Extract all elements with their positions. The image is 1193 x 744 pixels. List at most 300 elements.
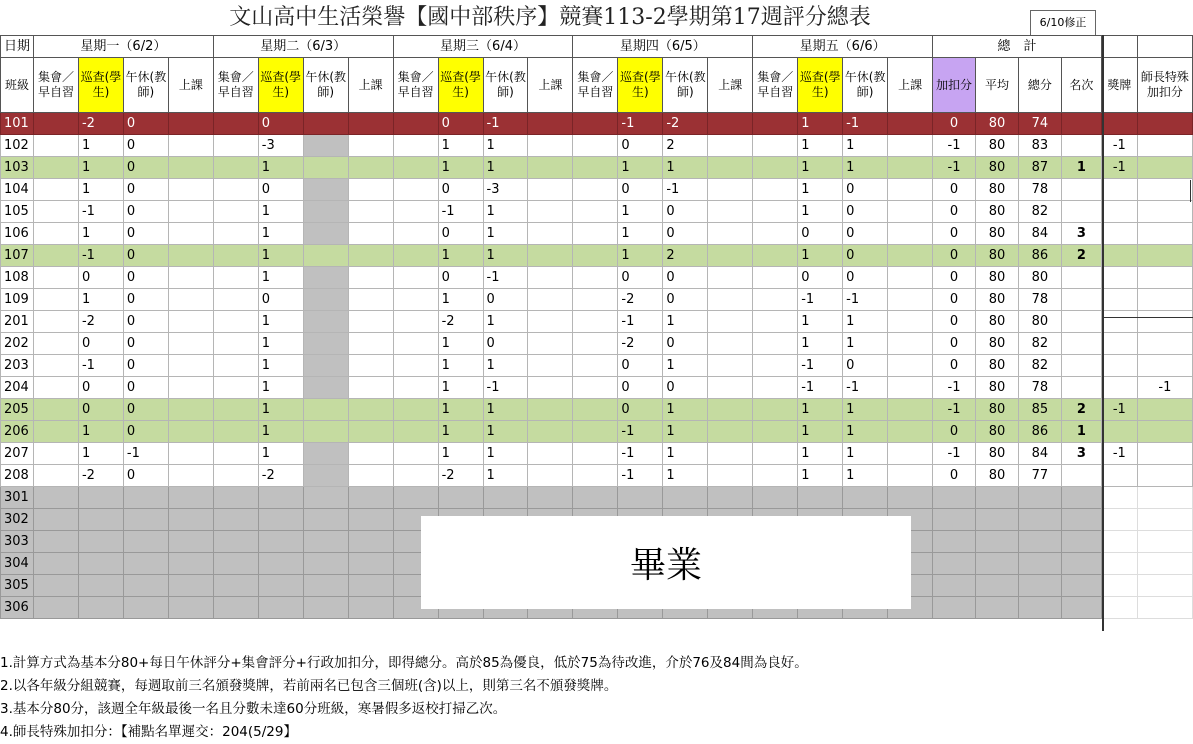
score-cell[interactable] — [168, 179, 213, 201]
score-cell[interactable] — [753, 355, 798, 377]
score-cell[interactable] — [168, 421, 213, 443]
score-cell[interactable]: 1 — [258, 267, 303, 289]
class-cell[interactable]: 204 — [1, 377, 34, 399]
grayed-cell[interactable] — [33, 531, 78, 553]
special-cell[interactable] — [1137, 311, 1192, 333]
score-cell[interactable] — [213, 377, 258, 399]
score-cell[interactable]: 1 — [798, 113, 843, 135]
grayed-cell[interactable] — [123, 597, 168, 619]
grayed-cell[interactable] — [168, 553, 213, 575]
class-cell[interactable]: 101 — [1, 113, 34, 135]
grayed-cell[interactable] — [1061, 509, 1101, 531]
grayed-cell[interactable] — [933, 509, 976, 531]
sub-column-header[interactable]: 上課 — [528, 58, 573, 113]
grayed-cell[interactable] — [933, 553, 976, 575]
grayed-cell[interactable] — [78, 553, 123, 575]
award-cell[interactable] — [1101, 245, 1137, 267]
grayed-cell[interactable] — [976, 597, 1019, 619]
score-cell[interactable]: -1 — [483, 267, 528, 289]
grayed-cell[interactable] — [1018, 575, 1061, 597]
score-cell[interactable]: 1 — [798, 179, 843, 201]
score-cell[interactable] — [213, 179, 258, 201]
score-cell[interactable] — [753, 245, 798, 267]
rank-cell[interactable]: 3 — [1061, 443, 1101, 465]
score-cell[interactable]: 1 — [798, 333, 843, 355]
score-cell[interactable]: 1 — [438, 355, 483, 377]
score-cell[interactable]: 1 — [663, 399, 708, 421]
class-cell[interactable]: 306 — [1, 597, 34, 619]
score-cell[interactable] — [573, 179, 618, 201]
special-cell[interactable] — [1137, 399, 1192, 421]
score-cell[interactable]: 0 — [843, 355, 888, 377]
adjust-cell[interactable]: 0 — [933, 421, 976, 443]
score-cell[interactable] — [213, 289, 258, 311]
day-header[interactable]: 星期一（6/2） — [33, 36, 213, 58]
score-cell[interactable] — [303, 135, 348, 157]
award-cell[interactable] — [1101, 377, 1137, 399]
score-cell[interactable] — [33, 465, 78, 487]
score-cell[interactable] — [213, 465, 258, 487]
grayed-cell[interactable] — [933, 575, 976, 597]
score-cell[interactable]: 1 — [483, 443, 528, 465]
score-cell[interactable] — [528, 289, 573, 311]
special-cell[interactable] — [1137, 179, 1192, 201]
score-cell[interactable] — [348, 289, 393, 311]
adjust-cell[interactable]: -1 — [933, 135, 976, 157]
score-cell[interactable]: 1 — [798, 311, 843, 333]
score-cell[interactable] — [708, 443, 753, 465]
grayed-cell[interactable] — [258, 509, 303, 531]
award-cell[interactable] — [1101, 223, 1137, 245]
score-cell[interactable] — [168, 289, 213, 311]
score-cell[interactable] — [528, 377, 573, 399]
score-cell[interactable] — [528, 421, 573, 443]
score-cell[interactable] — [213, 157, 258, 179]
score-cell[interactable]: -3 — [483, 179, 528, 201]
score-cell[interactable]: 0 — [123, 465, 168, 487]
score-cell[interactable]: 1 — [798, 465, 843, 487]
score-cell[interactable] — [888, 135, 933, 157]
rank-cell[interactable] — [1061, 113, 1101, 135]
score-cell[interactable] — [393, 223, 438, 245]
score-cell[interactable] — [303, 311, 348, 333]
special-cell[interactable] — [1137, 575, 1192, 597]
score-cell[interactable] — [393, 135, 438, 157]
score-cell[interactable] — [753, 377, 798, 399]
score-cell[interactable]: 0 — [78, 399, 123, 421]
score-cell[interactable] — [348, 179, 393, 201]
score-cell[interactable] — [573, 311, 618, 333]
score-cell[interactable]: 1 — [843, 333, 888, 355]
score-cell[interactable] — [708, 245, 753, 267]
score-cell[interactable]: -1 — [618, 443, 663, 465]
score-cell[interactable]: 0 — [123, 421, 168, 443]
score-cell[interactable]: 0 — [843, 267, 888, 289]
score-cell[interactable]: 1 — [483, 399, 528, 421]
score-cell[interactable]: 1 — [258, 421, 303, 443]
award-cell[interactable] — [1101, 465, 1137, 487]
score-cell[interactable]: -1 — [798, 355, 843, 377]
sub-column-header[interactable]: 午休(教師) — [303, 58, 348, 113]
rank-cell[interactable] — [1061, 377, 1101, 399]
score-cell[interactable] — [303, 333, 348, 355]
score-cell[interactable]: 0 — [618, 267, 663, 289]
score-cell[interactable]: 0 — [438, 113, 483, 135]
award-cell[interactable] — [1101, 201, 1137, 223]
total-cell[interactable]: 82 — [1018, 333, 1061, 355]
grayed-cell[interactable] — [258, 531, 303, 553]
grayed-cell[interactable] — [168, 597, 213, 619]
rank-cell[interactable] — [1061, 201, 1101, 223]
class-header[interactable]: 班級 — [1, 58, 34, 113]
total-cell[interactable]: 78 — [1018, 179, 1061, 201]
score-cell[interactable]: 0 — [258, 289, 303, 311]
score-cell[interactable] — [573, 245, 618, 267]
award-cell[interactable] — [1101, 597, 1137, 619]
score-cell[interactable]: 0 — [663, 267, 708, 289]
award-cell[interactable]: -1 — [1101, 135, 1137, 157]
special-cell[interactable] — [1137, 223, 1192, 245]
score-cell[interactable] — [33, 421, 78, 443]
grayed-cell[interactable] — [123, 487, 168, 509]
score-cell[interactable]: -1 — [438, 201, 483, 223]
score-cell[interactable]: 0 — [78, 267, 123, 289]
score-cell[interactable] — [303, 113, 348, 135]
score-cell[interactable] — [348, 201, 393, 223]
score-cell[interactable] — [168, 443, 213, 465]
score-cell[interactable] — [393, 399, 438, 421]
score-cell[interactable] — [348, 113, 393, 135]
sub-column-header[interactable]: 集會／早自習 — [753, 58, 798, 113]
score-cell[interactable] — [528, 135, 573, 157]
score-cell[interactable] — [528, 157, 573, 179]
grayed-cell[interactable] — [33, 575, 78, 597]
score-cell[interactable]: 1 — [258, 245, 303, 267]
score-cell[interactable]: 1 — [618, 201, 663, 223]
special-cell[interactable] — [1137, 597, 1192, 619]
score-cell[interactable]: 0 — [438, 223, 483, 245]
special-header[interactable]: 師長特殊加扣分 — [1137, 58, 1192, 113]
class-cell[interactable]: 303 — [1, 531, 34, 553]
sub-column-header[interactable]: 巡查(學生) — [78, 58, 123, 113]
score-cell[interactable] — [573, 223, 618, 245]
score-cell[interactable]: 1 — [798, 443, 843, 465]
score-cell[interactable]: 0 — [123, 223, 168, 245]
score-cell[interactable] — [393, 201, 438, 223]
score-cell[interactable] — [753, 399, 798, 421]
score-cell[interactable] — [33, 377, 78, 399]
score-cell[interactable] — [888, 223, 933, 245]
total-column-header[interactable]: 名次 — [1061, 58, 1101, 113]
score-cell[interactable] — [348, 421, 393, 443]
score-cell[interactable]: 1 — [483, 465, 528, 487]
class-cell[interactable]: 109 — [1, 289, 34, 311]
special-cell[interactable]: -1 — [1137, 377, 1192, 399]
score-cell[interactable]: 1 — [438, 135, 483, 157]
score-cell[interactable]: 1 — [663, 157, 708, 179]
score-cell[interactable] — [573, 113, 618, 135]
score-cell[interactable]: 0 — [663, 377, 708, 399]
rank-cell[interactable] — [1061, 311, 1101, 333]
score-cell[interactable] — [33, 223, 78, 245]
score-cell[interactable]: 1 — [798, 245, 843, 267]
score-cell[interactable] — [303, 223, 348, 245]
grayed-cell[interactable] — [348, 597, 393, 619]
award-cell[interactable] — [1101, 113, 1137, 135]
score-cell[interactable]: 0 — [618, 377, 663, 399]
score-cell[interactable] — [573, 135, 618, 157]
score-cell[interactable] — [303, 289, 348, 311]
adjust-cell[interactable]: 0 — [933, 113, 976, 135]
score-cell[interactable]: -1 — [483, 377, 528, 399]
score-cell[interactable]: 0 — [663, 201, 708, 223]
score-cell[interactable]: 0 — [843, 245, 888, 267]
sub-column-header[interactable]: 午休(教師) — [483, 58, 528, 113]
score-cell[interactable]: 0 — [663, 223, 708, 245]
score-cell[interactable] — [573, 443, 618, 465]
special-cell[interactable] — [1137, 531, 1192, 553]
score-cell[interactable]: 1 — [843, 421, 888, 443]
score-cell[interactable] — [168, 201, 213, 223]
grayed-cell[interactable] — [123, 575, 168, 597]
class-cell[interactable]: 107 — [1, 245, 34, 267]
award-cell[interactable] — [1101, 509, 1137, 531]
score-cell[interactable]: 1 — [798, 157, 843, 179]
grayed-cell[interactable] — [213, 531, 258, 553]
grayed-cell[interactable] — [1018, 597, 1061, 619]
score-cell[interactable] — [888, 179, 933, 201]
score-cell[interactable] — [573, 355, 618, 377]
score-cell[interactable]: 0 — [78, 333, 123, 355]
sub-column-header[interactable]: 巡查(學生) — [258, 58, 303, 113]
adjust-cell[interactable]: -1 — [933, 443, 976, 465]
average-cell[interactable]: 80 — [976, 201, 1019, 223]
score-cell[interactable]: 0 — [843, 179, 888, 201]
rank-cell[interactable]: 2 — [1061, 245, 1101, 267]
score-cell[interactable] — [888, 201, 933, 223]
rank-cell[interactable] — [1061, 355, 1101, 377]
score-cell[interactable] — [303, 443, 348, 465]
score-cell[interactable]: -1 — [843, 377, 888, 399]
score-cell[interactable]: -1 — [618, 421, 663, 443]
special-cell[interactable] — [1137, 355, 1192, 377]
total-cell[interactable]: 74 — [1018, 113, 1061, 135]
average-cell[interactable]: 80 — [976, 311, 1019, 333]
score-cell[interactable] — [888, 377, 933, 399]
score-cell[interactable] — [393, 377, 438, 399]
score-cell[interactable]: 0 — [123, 399, 168, 421]
special-cell[interactable] — [1137, 289, 1192, 311]
score-cell[interactable]: -1 — [663, 179, 708, 201]
grayed-cell[interactable] — [393, 487, 438, 509]
sub-column-header[interactable]: 上課 — [168, 58, 213, 113]
score-cell[interactable]: 1 — [663, 421, 708, 443]
score-cell[interactable]: 1 — [483, 135, 528, 157]
score-cell[interactable] — [888, 267, 933, 289]
score-cell[interactable]: 2 — [663, 245, 708, 267]
class-cell[interactable]: 102 — [1, 135, 34, 157]
score-cell[interactable]: 0 — [258, 179, 303, 201]
score-cell[interactable] — [708, 355, 753, 377]
score-cell[interactable] — [303, 355, 348, 377]
score-cell[interactable]: 1 — [258, 399, 303, 421]
score-cell[interactable] — [708, 267, 753, 289]
sub-column-header[interactable]: 上課 — [708, 58, 753, 113]
grayed-cell[interactable] — [33, 597, 78, 619]
score-cell[interactable]: 0 — [123, 113, 168, 135]
score-cell[interactable]: 1 — [483, 355, 528, 377]
score-cell[interactable] — [888, 245, 933, 267]
score-cell[interactable]: 1 — [258, 333, 303, 355]
total-cell[interactable]: 82 — [1018, 355, 1061, 377]
score-cell[interactable] — [348, 223, 393, 245]
score-cell[interactable] — [753, 443, 798, 465]
score-cell[interactable]: 0 — [663, 333, 708, 355]
score-cell[interactable]: 0 — [618, 135, 663, 157]
score-cell[interactable]: 1 — [258, 377, 303, 399]
grayed-cell[interactable] — [618, 487, 663, 509]
score-cell[interactable] — [33, 135, 78, 157]
score-cell[interactable]: 0 — [483, 289, 528, 311]
score-cell[interactable]: 1 — [78, 443, 123, 465]
average-cell[interactable]: 80 — [976, 399, 1019, 421]
total-column-header[interactable]: 加扣分 — [933, 58, 976, 113]
score-cell[interactable] — [168, 355, 213, 377]
score-cell[interactable] — [33, 113, 78, 135]
grayed-cell[interactable] — [78, 531, 123, 553]
score-cell[interactable] — [708, 421, 753, 443]
grayed-cell[interactable] — [1061, 553, 1101, 575]
class-cell[interactable]: 301 — [1, 487, 34, 509]
score-cell[interactable] — [168, 267, 213, 289]
grayed-cell[interactable] — [888, 487, 933, 509]
score-cell[interactable] — [753, 201, 798, 223]
score-cell[interactable]: 1 — [798, 399, 843, 421]
score-cell[interactable] — [528, 267, 573, 289]
grayed-cell[interactable] — [976, 509, 1019, 531]
score-cell[interactable] — [303, 179, 348, 201]
score-cell[interactable] — [753, 157, 798, 179]
score-cell[interactable] — [393, 179, 438, 201]
score-cell[interactable] — [888, 421, 933, 443]
score-cell[interactable] — [33, 267, 78, 289]
score-cell[interactable]: 0 — [258, 113, 303, 135]
score-cell[interactable] — [348, 157, 393, 179]
total-cell[interactable]: 78 — [1018, 289, 1061, 311]
score-cell[interactable]: 0 — [843, 223, 888, 245]
score-cell[interactable]: 1 — [78, 289, 123, 311]
score-cell[interactable]: 1 — [438, 289, 483, 311]
grayed-cell[interactable] — [663, 487, 708, 509]
award-cell[interactable]: -1 — [1101, 399, 1137, 421]
special-cell[interactable] — [1137, 157, 1192, 179]
score-cell[interactable]: 0 — [123, 267, 168, 289]
grayed-cell[interactable] — [123, 509, 168, 531]
grayed-cell[interactable] — [348, 575, 393, 597]
rank-cell[interactable]: 1 — [1061, 421, 1101, 443]
score-cell[interactable] — [753, 113, 798, 135]
grayed-cell[interactable] — [33, 553, 78, 575]
score-cell[interactable] — [33, 443, 78, 465]
score-cell[interactable] — [528, 223, 573, 245]
adjust-cell[interactable]: -1 — [933, 157, 976, 179]
rank-cell[interactable] — [1061, 289, 1101, 311]
award-cell[interactable] — [1101, 575, 1137, 597]
grayed-cell[interactable] — [976, 487, 1019, 509]
day-header[interactable]: 星期二（6/3） — [213, 36, 393, 58]
score-cell[interactable]: 1 — [618, 245, 663, 267]
total-cell[interactable]: 85 — [1018, 399, 1061, 421]
special-cell[interactable] — [1137, 113, 1192, 135]
total-cell[interactable]: 78 — [1018, 377, 1061, 399]
score-cell[interactable] — [168, 399, 213, 421]
class-cell[interactable]: 201 — [1, 311, 34, 333]
score-cell[interactable] — [753, 421, 798, 443]
score-cell[interactable]: -2 — [618, 289, 663, 311]
score-cell[interactable] — [573, 289, 618, 311]
class-cell[interactable]: 106 — [1, 223, 34, 245]
total-cell[interactable]: 82 — [1018, 201, 1061, 223]
award-cell[interactable]: -1 — [1101, 157, 1137, 179]
score-cell[interactable] — [753, 179, 798, 201]
score-cell[interactable]: 1 — [663, 465, 708, 487]
score-cell[interactable]: 0 — [843, 201, 888, 223]
grayed-cell[interactable] — [753, 487, 798, 509]
score-cell[interactable] — [33, 289, 78, 311]
score-cell[interactable]: -1 — [618, 113, 663, 135]
score-cell[interactable]: -1 — [123, 443, 168, 465]
score-cell[interactable] — [753, 223, 798, 245]
grayed-cell[interactable] — [1061, 487, 1101, 509]
score-cell[interactable]: 2 — [663, 135, 708, 157]
score-cell[interactable]: 1 — [483, 157, 528, 179]
rank-cell[interactable] — [1061, 333, 1101, 355]
sub-column-header[interactable]: 午休(教師) — [123, 58, 168, 113]
rank-cell[interactable]: 1 — [1061, 157, 1101, 179]
score-cell[interactable] — [708, 179, 753, 201]
rank-cell[interactable] — [1061, 135, 1101, 157]
score-cell[interactable] — [33, 311, 78, 333]
score-cell[interactable]: 1 — [438, 245, 483, 267]
class-cell[interactable]: 105 — [1, 201, 34, 223]
award-cell[interactable] — [1101, 487, 1137, 509]
score-cell[interactable]: 1 — [258, 311, 303, 333]
grayed-cell[interactable] — [348, 531, 393, 553]
award-cell[interactable]: -1 — [1101, 443, 1137, 465]
score-cell[interactable] — [303, 245, 348, 267]
score-cell[interactable] — [888, 355, 933, 377]
score-cell[interactable] — [348, 399, 393, 421]
special-cell[interactable] — [1137, 267, 1192, 289]
grayed-cell[interactable] — [303, 575, 348, 597]
score-cell[interactable] — [888, 443, 933, 465]
adjust-cell[interactable]: 0 — [933, 465, 976, 487]
special-cell[interactable] — [1137, 465, 1192, 487]
score-cell[interactable] — [348, 377, 393, 399]
grayed-cell[interactable] — [348, 487, 393, 509]
score-cell[interactable] — [303, 399, 348, 421]
score-cell[interactable]: 0 — [798, 223, 843, 245]
score-cell[interactable] — [888, 157, 933, 179]
grayed-cell[interactable] — [213, 509, 258, 531]
grayed-cell[interactable] — [213, 487, 258, 509]
average-cell[interactable]: 80 — [976, 465, 1019, 487]
total-cell[interactable]: 86 — [1018, 245, 1061, 267]
score-cell[interactable] — [168, 333, 213, 355]
score-cell[interactable] — [708, 399, 753, 421]
score-cell[interactable]: -1 — [798, 377, 843, 399]
score-cell[interactable]: 1 — [78, 157, 123, 179]
